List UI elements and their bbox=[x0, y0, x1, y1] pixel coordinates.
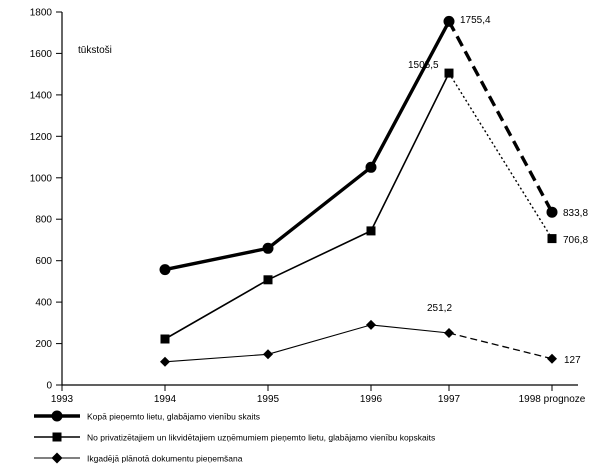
x-tick-label-1995: 1995 bbox=[256, 394, 280, 405]
legend-label-square: No privatizētajiem un likvidētajiem uzņēmumiem pieņemto lietu, glabājamo vienību kopskaits bbox=[87, 432, 436, 443]
series-square-forecast-line bbox=[449, 73, 552, 239]
series-circle-line bbox=[165, 21, 449, 269]
unit-label: tūkstoši bbox=[78, 45, 112, 56]
series-diamond-forecast-line bbox=[449, 333, 552, 359]
y-tick-label-600: 600 bbox=[35, 256, 52, 268]
value-label-1505: 1505,5 bbox=[408, 60, 439, 71]
x-tick-label-1996: 1996 bbox=[359, 394, 383, 405]
y-tick-label-1200: 1200 bbox=[29, 131, 52, 143]
y-tick-label-800: 800 bbox=[35, 214, 52, 226]
legend-item-circle bbox=[34, 411, 260, 422]
legend-label-circle: Kopā pieņemto lietu, glabājamo vienību skaits bbox=[87, 411, 260, 422]
y-tick-label-1400: 1400 bbox=[29, 90, 52, 102]
y-tick-label-1000: 1000 bbox=[29, 173, 52, 185]
y-tick-label-400: 400 bbox=[35, 297, 52, 309]
y-tick-label-200: 200 bbox=[35, 339, 52, 351]
y-tick-label-1600: 1600 bbox=[29, 48, 52, 60]
value-label-706: 706,8 bbox=[563, 235, 589, 246]
legend-label-diamond: Ikgadējā plānotā dokumentu pieņemšana bbox=[87, 453, 243, 464]
series-square-markers bbox=[161, 69, 557, 344]
legend-item-diamond bbox=[34, 453, 243, 464]
value-label-127: 127 bbox=[564, 355, 581, 366]
series-square-line bbox=[165, 73, 449, 339]
x-tick-label-1994: 1994 bbox=[153, 394, 177, 405]
series-diamond-markers bbox=[160, 320, 557, 367]
value-label-1755: 1755,4 bbox=[460, 15, 491, 26]
x-tick-label-1997: 1997 bbox=[437, 394, 461, 405]
x-axis-ticks bbox=[62, 385, 552, 391]
chart-legend bbox=[34, 411, 435, 464]
y-tick-label-0: 0 bbox=[46, 380, 52, 392]
value-label-251: 251,2 bbox=[427, 303, 453, 314]
value-label-833: 833,8 bbox=[563, 208, 589, 219]
x-tick-label-1998: 1998 prognoze bbox=[518, 394, 586, 405]
y-axis-ticks bbox=[56, 12, 62, 385]
legend-item-square bbox=[34, 433, 435, 443]
series-diamond-line bbox=[165, 325, 449, 362]
y-tick-label-1800: 1800 bbox=[29, 7, 52, 19]
x-tick-label-1993: 1993 bbox=[50, 394, 74, 405]
series-circle-forecast-line bbox=[449, 21, 552, 212]
